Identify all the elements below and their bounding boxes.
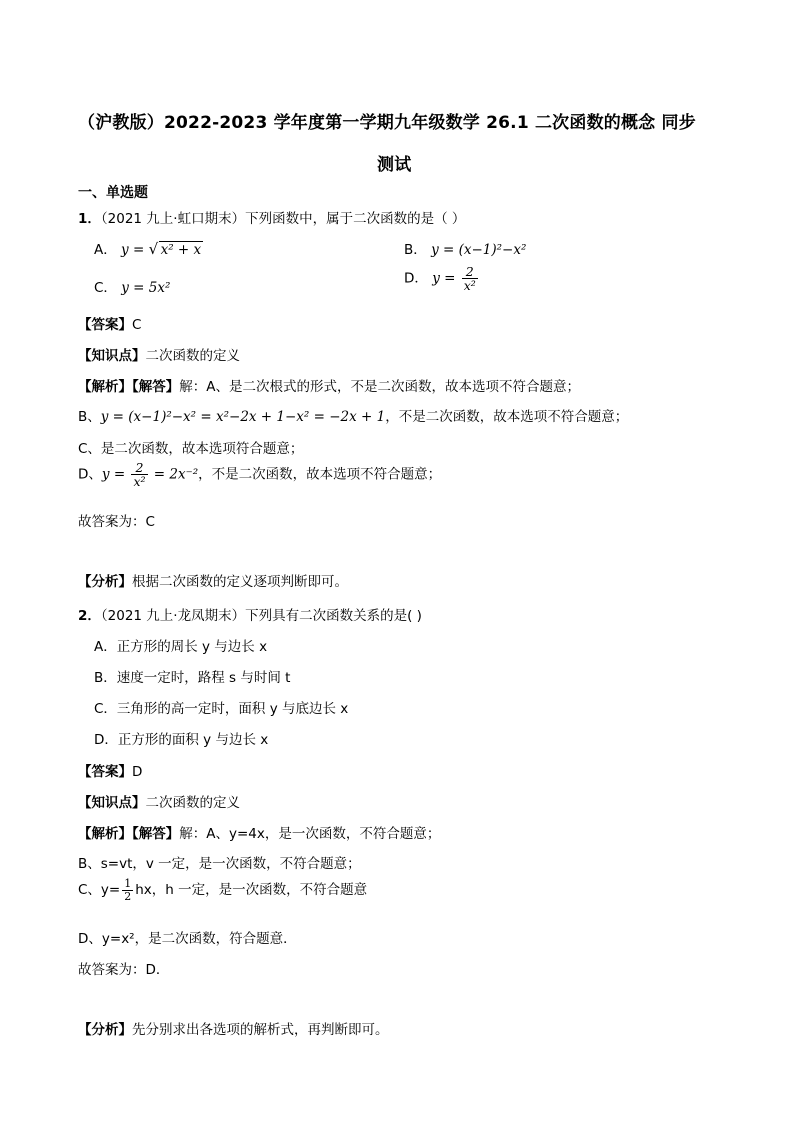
q2-explanation-line3 [78, 878, 367, 902]
q1-answer [78, 313, 141, 333]
explanation-prefix: B、 [78, 409, 101, 425]
q2-conclusion: 故答案为：D． [78, 962, 170, 978]
document-title-line2: 测试 [377, 155, 412, 175]
q1-explanation-line3: C、是二次函数，故本选项符合题意； [78, 441, 304, 457]
q2-explanation-line2: B、s=vt，v 一定，是一次函数，不符合题意； [78, 856, 361, 872]
answer-tag: 【答案】 [78, 317, 132, 333]
q1-analysis [78, 570, 348, 590]
sqrt-symbol: √ x² + x [148, 240, 202, 258]
knowledge-point-tag: 【知识点】 [78, 795, 146, 811]
explanation-math-y: y = [101, 466, 130, 483]
question-number: 2． [78, 608, 101, 624]
option-label: B． [404, 242, 427, 258]
fraction-denominator: 2 [124, 889, 132, 903]
explanation-tag: 【解析】【解答】 [78, 379, 180, 395]
knowledge-point-text: 二次函数的定义 [145, 348, 240, 364]
q1-option-c [94, 276, 170, 296]
explanation-prefix: D、 [78, 466, 102, 483]
analysis-tag: 【分析】 [78, 574, 132, 590]
document-title-line1: （沪教版）2022-2023 学年度第一学期九年级数学 26.1 二次函数的概念 同步 [78, 113, 696, 133]
question-source: （2021 九上·虹口期末） [100, 211, 246, 227]
fraction [122, 878, 133, 902]
q1-conclusion: 故答案为：C [78, 514, 155, 530]
q2-option-d: D．正方形的面积 y 与边长 x [94, 732, 269, 748]
option-label: A． [94, 242, 117, 258]
question-2-stem [78, 604, 422, 624]
question-text: 下列函数中，属于二次函数的是（ ） [245, 211, 466, 227]
q2-knowledge-point [78, 791, 240, 811]
question-1-stem [78, 207, 465, 227]
option-expr: y = 5x² [121, 280, 171, 296]
fraction-denominator: x² [463, 278, 476, 294]
explanation-prefix: C、y= [78, 882, 121, 899]
section-heading: 一、单选题 [78, 185, 148, 201]
fraction [131, 461, 147, 488]
explanation-tag: 【解析】【解答】 [78, 826, 180, 842]
answer-value: C [132, 317, 142, 333]
knowledge-point-text: 二次函数的定义 [145, 795, 240, 811]
fraction-denominator: x² [133, 474, 146, 490]
analysis-text: 先分别求出各选项的解析式，再判断即可。 [132, 1022, 389, 1038]
option-expr: y = [432, 270, 460, 287]
fraction-numerator: 2 [465, 264, 474, 279]
q1-explanation-line4 [78, 461, 441, 488]
q1-option-a [94, 238, 203, 258]
explanation-suffix: hx，h 一定，是一次函数，不符合题意 [135, 882, 368, 899]
fraction [462, 265, 478, 292]
knowledge-point-tag: 【知识点】 [78, 348, 146, 364]
q1-explanation-line1 [78, 375, 580, 395]
explanation-math: y = (x−1)²−x² = x²−2x + 1−x² = −2x + 1 [100, 409, 386, 425]
q1-explanation-line2 [78, 405, 628, 425]
q1-option-d [404, 265, 480, 292]
fraction-numerator: 1 [124, 877, 132, 890]
q2-option-b: B．速度一定时，路程 s 与时间 t [94, 670, 291, 686]
explanation-text: 解：A、y=4x，是一次函数，不符合题意； [179, 826, 441, 842]
analysis-tag: 【分析】 [78, 1022, 132, 1038]
q2-analysis [78, 1018, 389, 1038]
q2-explanation-line4: D、y=x²，是二次函数，符合题意． [78, 931, 297, 947]
q2-option-c: C．三角形的高一定时，面积 y 与底边长 x [94, 701, 349, 717]
question-source: （2021 九上·龙凤期末） [100, 608, 246, 624]
q2-explanation-line1 [78, 822, 440, 842]
question-number: 1． [78, 211, 101, 227]
q1-option-b [404, 238, 526, 258]
option-label: D． [404, 270, 428, 287]
option-label: C． [94, 280, 117, 296]
explanation-math-rest: = 2x⁻² [149, 466, 199, 483]
option-expr: y = [121, 242, 149, 258]
question-text: 下列具有二次函数关系的是( ) [245, 608, 422, 624]
explanation-text: 解：A、是二次根式的形式，不是二次函数，故本选项不符合题意； [179, 379, 580, 395]
explanation-suffix: ，不是二次函数，故本选项不符合题意； [198, 466, 442, 483]
option-expr: y = (x−1)²−x² [431, 242, 527, 258]
q2-option-a: A．正方形的周长 y 与边长 x [94, 639, 268, 655]
answer-value: D [132, 764, 143, 780]
fraction-numerator: 2 [135, 460, 144, 475]
analysis-text: 根据二次函数的定义逐项判断即可。 [132, 574, 348, 590]
q1-knowledge-point [78, 344, 240, 364]
q2-answer [78, 760, 142, 780]
sqrt-radicand: x² + x [160, 242, 202, 258]
explanation-suffix: ，不是二次函数，故本选项不符合题意； [385, 409, 629, 425]
answer-tag: 【答案】 [78, 764, 132, 780]
